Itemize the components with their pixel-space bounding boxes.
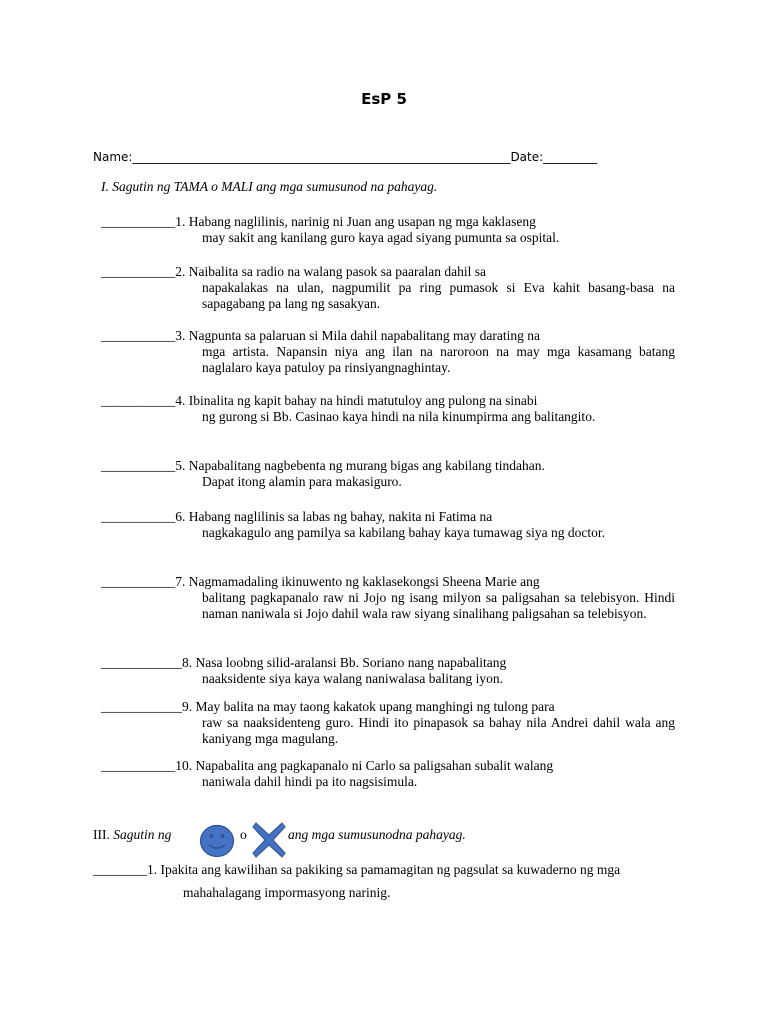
question-text: ___________4. Ibinalita ng kapit bahay na hindi matutuloy ang pulong na sinabi [101,393,538,408]
page-title: EsP 5 [361,90,407,108]
question-text: ___________10. Napabalita ang pagkapanalo ni Carlo sa paligsahan subalit walang [101,758,554,773]
question-text-cont: nagkakagulo ang pamilya sa kabilang bahay kaya tumawag siya ng doctor. [202,525,606,540]
question-item-2 [101,264,675,312]
question-item-1 [101,214,675,246]
question-item-5 [101,458,675,490]
section3-item-text-cont: mahahalagang impormasyong narinig. [183,885,391,900]
question-text-cont: naaksidente siya kaya walang naniwalasa balitang iyon. [202,671,504,686]
name-date-line: Name:_______________________________________________________________Date:_________ [93,150,598,164]
question-item-4 [101,393,675,425]
question-text-cont: mga artista. Napansin niya ang ilan na naroroon na may mga kasamang batang naglalaro kaya patuloy pa rinsiyangnaghintay. [202,344,675,375]
section3-instruction-suffix: ang mga sumusunodna pahayag. [288,827,466,842]
question-text: ___________2. Naibalita sa radio na walang pasok sa paaralan dahil sa [101,264,487,279]
section3-item-1 [93,862,675,901]
question-text: ___________6. Habang naglilinis sa labas ng bahay, nakita ni Fatima na [101,509,493,524]
question-text-cont: raw sa naaksidenteng guro. Hindi ito pinapasok sa bahay nila Andrei dahil wala ang kaniyang mga magulang. [202,715,675,746]
question-text-cont: Dapat itong alamin para makasiguro. [202,474,402,489]
question-item-3 [101,328,675,376]
question-text-cont: ng gurong si Bb. Casinao kaya hindi na nila kinumpirma ang balitangito. [202,409,596,424]
section3-or: o [240,827,247,842]
smiley-face-icon [199,824,235,858]
section3-heading [93,827,171,843]
section3-label: III. [93,827,110,842]
question-text: ___________3. Nagpunta sa palaruan si Mila dahil napabalitang may darating na [101,328,541,343]
section1-instruction: I. Sagutin ng TAMA o MALI ang mga sumusunod na pahayag. [101,179,438,194]
question-item-9 [101,699,675,747]
question-text-cont: balitang pagkapanalo raw ni Jojo ng isang milyon sa paligsahan sa telebisyon. Hindi naman naniwala si Jojo dahil wala raw siyang sinalihang paligsahan sa telebisyon. [202,590,675,621]
question-text: ___________1. Habang naglilinis, narinig ni Juan ang usapan ng mga kaklaseng [101,214,536,229]
question-text-cont: may sakit ang kanilang guro kaya agad siyang pumunta sa ospital. [202,230,560,245]
question-item-7 [101,574,675,622]
question-text: ___________7. Nagmamadaling ikinuwento ng kaklasekongsi Sheena Marie ang [101,574,540,589]
question-item-6 [101,509,675,541]
question-item-10 [101,758,675,790]
question-text-cont: napakalakas na ulan, nagpumilit pa ring pumasok si Eva kahit basang-basa na sapagabang pa lang ng sasakyan. [202,280,675,311]
question-text: ____________8. Nasa loobng silid-aralansi Bb. Soriano nang napabalitang [101,655,507,670]
section3-item-text: ________1. Ipakita ang kawilihan sa pakiking sa pamamagitan ng pagsulat sa kuwaderno ng mga [93,862,621,877]
x-mark-icon [252,821,286,859]
question-text: ____________9. May balita na may taong kakatok upang manghingi ng tulong para [101,699,555,714]
question-text-cont: naniwala dahil hindi pa ito nagsisimula. [202,774,418,789]
question-item-8 [101,655,675,687]
question-text: ___________5. Napabalitang nagbebenta ng murang bigas ang kabilang tindahan. [101,458,545,473]
section3-instruction-prefix: Sagutin ng [113,827,172,842]
